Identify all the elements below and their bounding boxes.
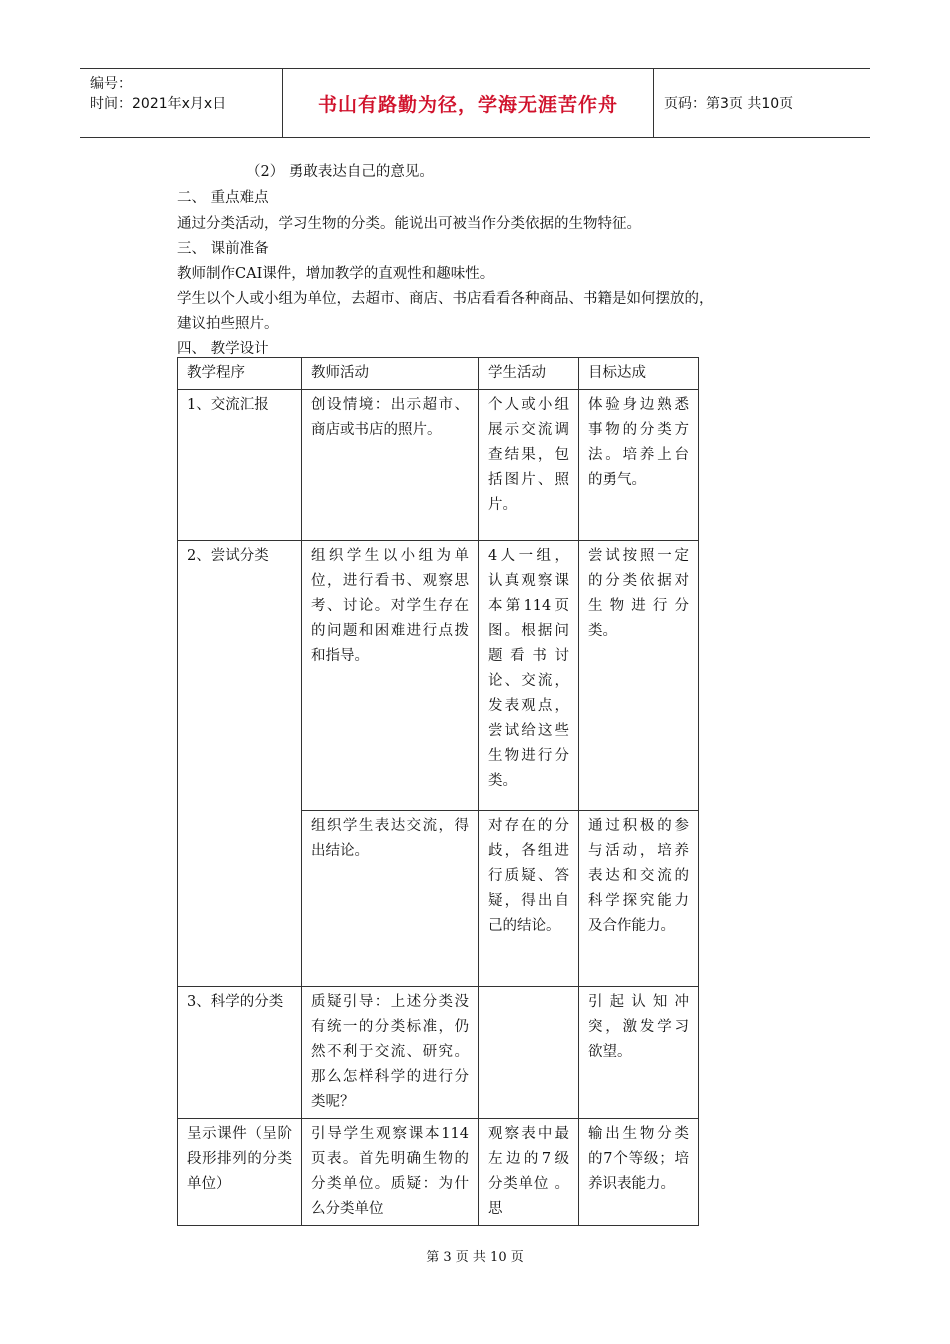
step-cell: 呈示课件（呈阶段形排列的分类单位） [178,1119,302,1226]
table-row [178,1119,699,1226]
section-2-text: 通过分类活动，学习生物的分类。能说出可被当作分类依据的生物特征。 [177,216,641,232]
document-header [80,68,870,138]
goal-cell: 体验身边熟悉事物的分类方法。培养上台的勇气。 [579,390,699,541]
section-2-title: 二、 重点难点 [177,190,269,206]
teaching-design-table [177,357,699,1226]
section-3-title: 三、 课前准备 [177,241,269,257]
goal-cell: 尝试按照一定的分类依据对生物进行分类。 [579,541,699,811]
teacher-cell: 创设情境：出示超市、商店或书店的照片。 [302,390,479,541]
header-cell: 教学程序 [178,358,302,390]
motto-text: 书山有路勤为径，学海无涯苦作舟 [317,93,618,116]
header-cell: 目标达成 [579,358,699,390]
section-3-text-2b: 建议拍些照片。 [177,316,279,332]
objective-item-2: （2） 勇敢表达自己的意见。 [246,164,434,180]
section-4-title: 四、 教学设计 [177,341,269,357]
header-meta-cell [80,69,283,137]
student-cell: 对存在的分歧，各组进行质疑、答疑，得出自己的结论。 [479,811,579,987]
teacher-cell: 组织学生以小组为单位，进行看书、观察思考、讨论。对学生存在的问题和困难进行点拨和指导。 [302,541,479,811]
section-3-text-1: 教师制作CAI课件，增加教学的直观性和趣味性。 [177,266,495,282]
header-cell: 学生活动 [479,358,579,390]
student-cell [479,987,579,1119]
table-row [178,541,699,811]
number-label: 编号： [90,76,132,92]
teacher-cell: 引导学生观察课本114页表。首先明确生物的分类单位。质疑：为什么分类单位 [302,1119,479,1226]
time-label: 时间：2021年x月x日 [90,96,227,112]
goal-cell: 输出生物分类的7个等级；培养识表能力。 [579,1119,699,1226]
page-info: 页码：第3页 共10页 [664,96,794,112]
teacher-cell: 组织学生表达交流，得出结论。 [302,811,479,987]
step-cell: 1、交流汇报 [178,390,302,541]
header-cell: 教师活动 [302,358,479,390]
student-cell: 4人一组，认真观察课本第114页图。根据问题看书讨论、交流，发表观点，尝试给这些生物进行分类。 [479,541,579,811]
step-cell: 2、尝试分类 [178,541,302,987]
teacher-cell: 质疑引导：上述分类没有统一的分类标准，仍然不利于交流、研究。那么怎样科学的进行分类呢？ [302,987,479,1119]
table-header-row [178,358,699,390]
student-cell: 观察表中最左边的7级分类单位 。 思 [479,1119,579,1226]
goal-cell: 引起认知冲突，激发学习欲望。 [579,987,699,1119]
goal-cell: 通过积极的参与活动，培养表达和交流的科学探究能力及合作能力。 [579,811,699,987]
header-motto-cell [283,69,654,137]
table-row [178,987,699,1119]
student-cell: 个人或小组展示交流调查结果，包括图片、照片。 [479,390,579,541]
page-footer: 第 3 页 共 10 页 [426,1250,524,1265]
table-row [178,390,699,541]
section-3-text-2a: 学生以个人或小组为单位，去超市、商店、书店看看各种商品、书籍是如何摆放的， [177,291,714,307]
step-cell: 3、科学的分类 [178,987,302,1119]
